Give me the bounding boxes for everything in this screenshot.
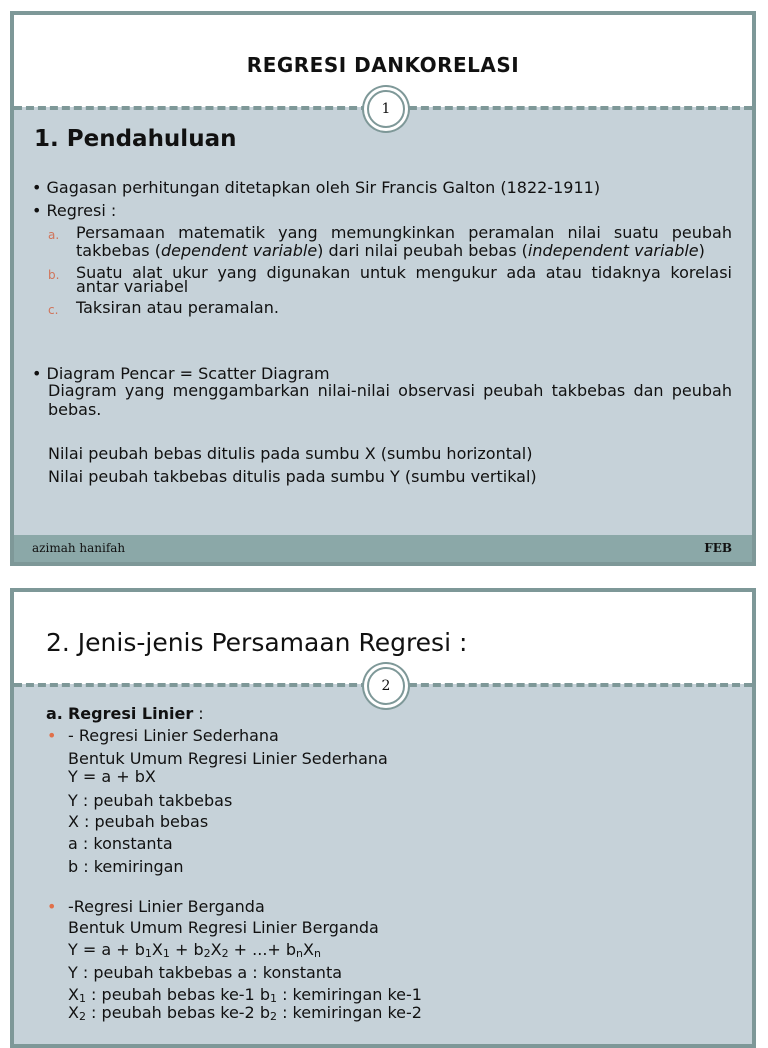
italic-term: dependent variable: [160, 241, 318, 260]
eq-subscript: 1: [162, 947, 170, 960]
def-part: : kemiringan ke-1: [276, 985, 422, 1004]
faculty-label: FEB: [704, 541, 732, 555]
heading-letter: a.: [46, 704, 63, 723]
def-subscript: 1: [269, 992, 277, 1005]
eq-subscript: n: [296, 947, 304, 960]
list-letter: c.: [48, 303, 59, 317]
def-subscript: 2: [269, 1010, 277, 1023]
def-part: : peubah bebas ke-1 b: [85, 985, 270, 1004]
multiple-equation: [68, 941, 321, 961]
scatter-desc-line2: bebas.: [48, 400, 102, 419]
slide-number-badge: 2: [367, 667, 405, 705]
def-part: : kemiringan ke-2: [276, 1003, 422, 1022]
bullet-icon: •: [47, 726, 57, 745]
item-a-line2: [76, 242, 705, 260]
eq-part: + ...+ b: [228, 940, 297, 959]
list-letter: b.: [48, 268, 60, 282]
eq-subscript: 2: [221, 947, 229, 960]
item-c-line1: Taksiran atau peramalan.: [76, 298, 279, 317]
bullet-regresi: • Regresi :: [32, 201, 117, 220]
author-name: azimah hanifah: [32, 541, 126, 555]
section-heading: 1. Pendahuluan: [34, 126, 237, 152]
slide-title: 2. Jenis-jenis Persamaan Regresi :: [46, 628, 468, 657]
multiple-title: -Regresi Linier Berganda: [68, 897, 265, 916]
def-part: : peubah bebas ke-2 b: [85, 1003, 270, 1022]
simple-title: - Regresi Linier Sederhana: [68, 726, 279, 745]
simple-def: b : kemiringan: [68, 857, 184, 876]
italic-term: independent variable: [527, 241, 699, 260]
subsection-heading: [46, 705, 204, 723]
slide-footer: [14, 535, 752, 562]
multiple-def: [68, 1004, 422, 1024]
eq-part: + b: [169, 940, 204, 959]
multiple-def: Y : peubah takbebas a : konstanta: [68, 963, 343, 982]
text-segment: takbebas (: [76, 241, 161, 260]
def-subscript: 2: [78, 1010, 86, 1023]
text-segment: ): [698, 241, 705, 260]
bullet-galton: • Gagasan perhitungan ditetapkan oleh Sir Francis Galton (1822-1911): [32, 178, 601, 197]
y-axis-note: Nilai peubah takbebas ditulis pada sumbu Y (sumbu vertikal): [48, 467, 537, 486]
scatter-desc-line1: Diagram yang menggambarkan nilai-nilai observasi peubah takbebas dan peubah: [48, 381, 732, 400]
simple-form: Bentuk Umum Regresi Linier Sederhana: [68, 749, 388, 768]
multiple-form: Bentuk Umum Regresi Linier Berganda: [68, 918, 379, 937]
bullet-scatter: • Diagram Pencar = Scatter Diagram: [32, 364, 330, 383]
eq-part: X: [151, 940, 163, 959]
list-letter: a.: [48, 228, 60, 242]
def-part: X: [68, 985, 79, 1004]
simple-equation: Y = a + bX: [68, 767, 156, 786]
heading-colon: :: [193, 704, 204, 723]
def-subscript: 1: [78, 992, 86, 1005]
slide-number-badge: 1: [367, 90, 405, 128]
slide-title: REGRESI DANKORELASI: [246, 53, 520, 77]
slide-1: [10, 11, 756, 566]
eq-subscript: 1: [144, 947, 152, 960]
simple-def: X : peubah bebas: [68, 812, 209, 831]
item-b-line2: antar variabel: [76, 277, 189, 296]
text-segment: ) dari nilai peubah bebas (: [317, 241, 528, 260]
simple-def: Y : peubah takbebas: [68, 791, 233, 810]
slide-2: [10, 588, 756, 1048]
eq-subscript: n: [314, 947, 321, 960]
x-axis-note: Nilai peubah bebas ditulis pada sumbu X (sumbu horizontal): [48, 444, 533, 463]
eq-part: X: [303, 940, 314, 959]
eq-subscript: 2: [203, 947, 211, 960]
heading-text: Regresi Linier: [67, 704, 194, 723]
item-a-line1: Persamaan matematik yang memungkinkan peramalan nilai suatu peubah: [76, 223, 732, 242]
simple-def: a : konstanta: [68, 834, 173, 853]
bullet-icon: •: [47, 897, 57, 916]
eq-part: Y = a + b: [68, 940, 145, 959]
item-b-line1: Suatu alat ukur yang digunakan untuk mengukur ada atau tidaknya korelasi: [76, 263, 732, 282]
def-part: X: [68, 1003, 79, 1022]
eq-part: X: [210, 940, 222, 959]
